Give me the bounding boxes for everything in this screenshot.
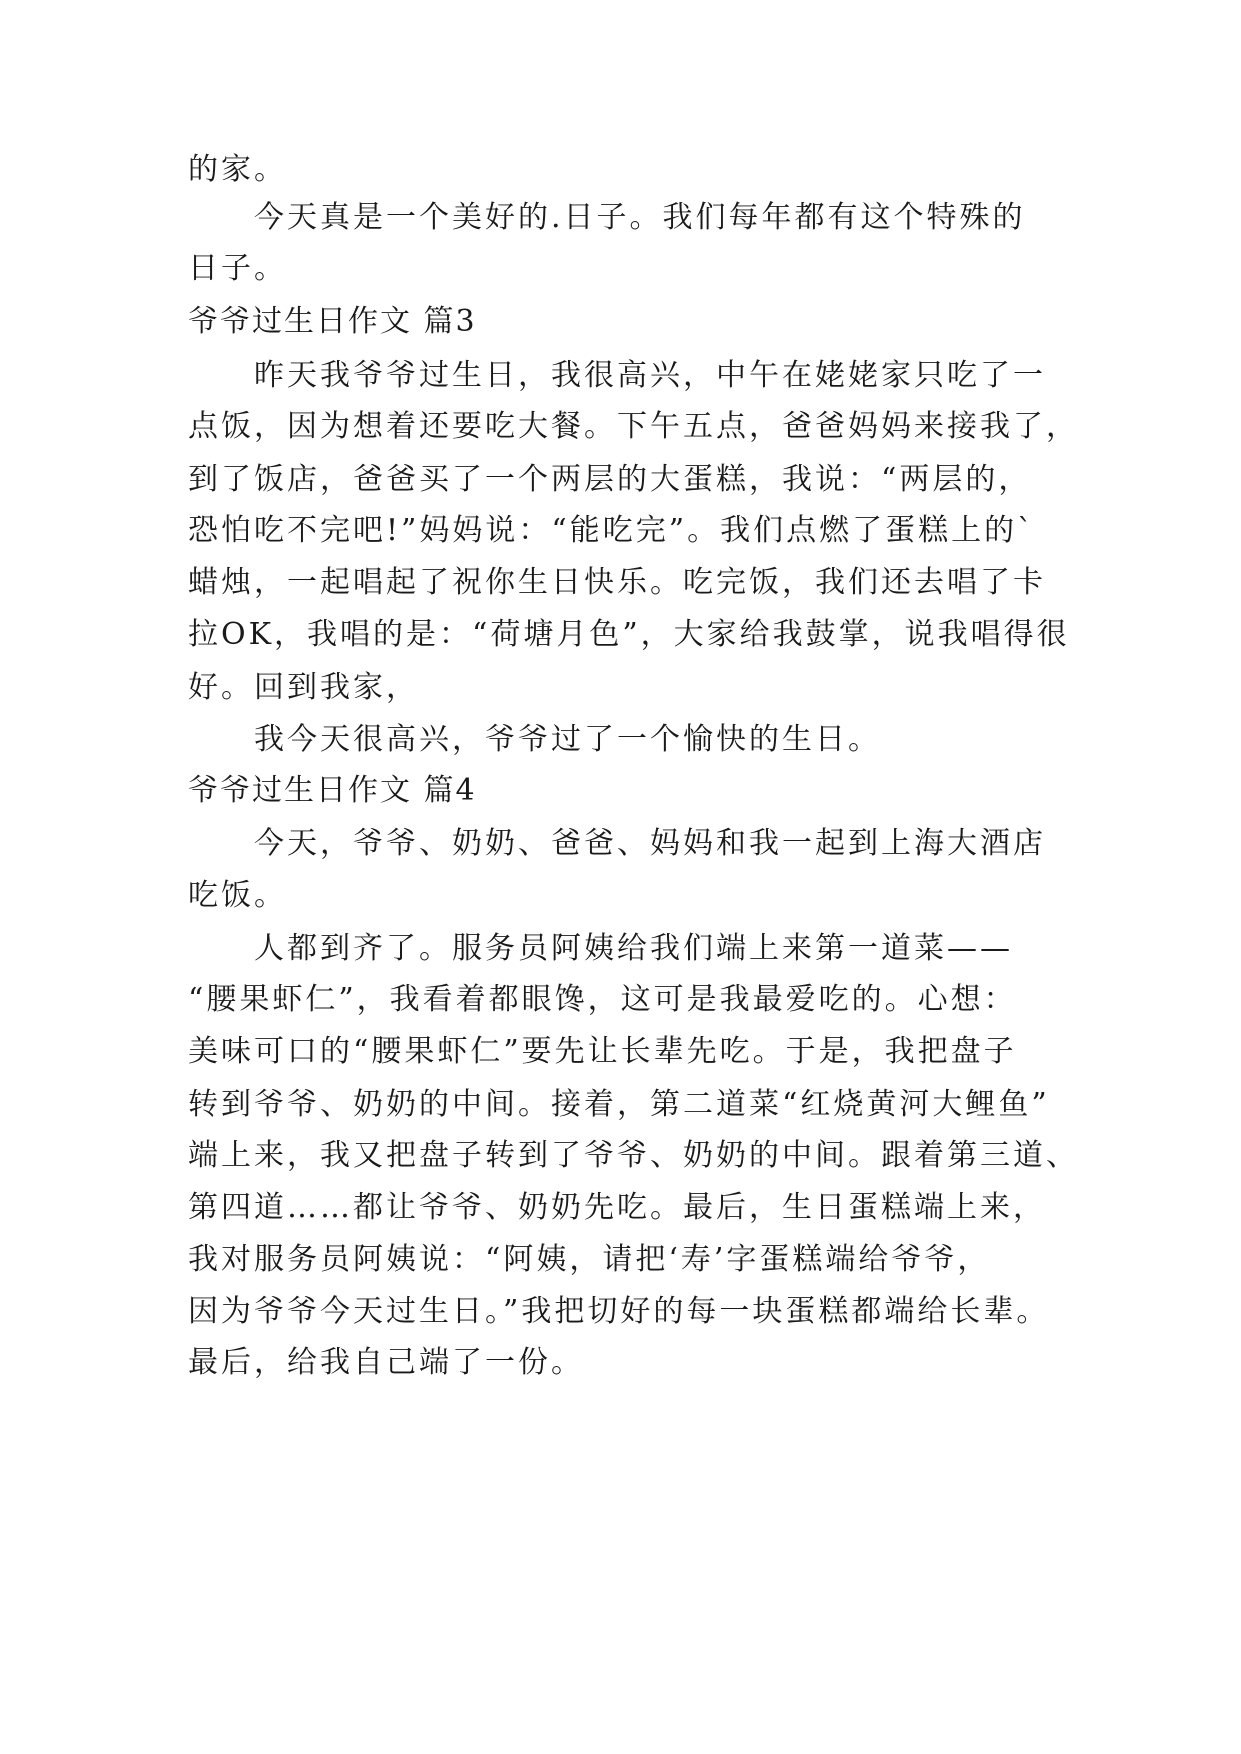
- paragraph-line: 的家。: [188, 152, 287, 187]
- section-heading: 爷爷过生日作文 篇3: [188, 304, 477, 339]
- paragraph-line: 第四道……都让爷爷、奶奶先吃。最后，生日蛋糕端上来，: [188, 1190, 1046, 1225]
- paragraph-line: 好。回到我家，: [188, 670, 419, 705]
- paragraph-line: 今天，爷爷、奶奶、爸爸、妈妈和我一起到上海大酒店: [254, 826, 1046, 861]
- paragraph-line: 拉OK，我唱的是：“荷塘月色”，大家给我鼓掌，说我唱得很: [188, 617, 1070, 652]
- paragraph-line: “腰果虾仁”，我看着都眼馋，这可是我最爱吃的。心想：: [188, 982, 1017, 1017]
- paragraph-line: 人都到齐了。服务员阿姨给我们端上来第一道菜——: [254, 931, 1013, 966]
- paragraph-line: 恐怕吃不完吧!”妈妈说：“能吃完”。我们点燃了蛋糕上的`: [188, 513, 1036, 548]
- paragraph-line: 端上来，我又把盘子转到了爷爷、奶奶的中间。跟着第三道、: [188, 1138, 1079, 1173]
- paragraph-line: 今天真是一个美好的.日子。我们每年都有这个特殊的: [254, 200, 1026, 235]
- paragraph-line: 转到爷爷、奶奶的中间。接着，第二道菜“红烧黄河大鲤鱼”: [188, 1087, 1050, 1122]
- paragraph-line: 吃饭。: [188, 878, 287, 913]
- paragraph-line: 因为爷爷今天过生日。”我把切好的每一块蛋糕都端给长辈。: [188, 1294, 1050, 1329]
- paragraph-line: 点饭，因为想着还要吃大餐。下午五点，爸爸妈妈来接我了，: [188, 409, 1079, 444]
- paragraph-line: 昨天我爷爷过生日，我很高兴，中午在姥姥家只吃了一: [254, 358, 1046, 393]
- paragraph-line: 日子。: [188, 251, 287, 286]
- paragraph-line: 到了饭店，爸爸买了一个两层的大蛋糕，我说：“两层的，: [188, 462, 1032, 497]
- paragraph-line: 最后，给我自己端了一份。: [188, 1345, 584, 1380]
- paragraph-line: 我对服务员阿姨说：“阿姨，请把‘寿’字蛋糕端给爷爷，: [188, 1242, 991, 1277]
- paragraph-line: 我今天很高兴，爷爷过了一个愉快的生日。: [254, 722, 881, 757]
- paragraph-line: 美味可口的“腰果虾仁”要先让长辈先吃。于是，我把盘子: [188, 1034, 1017, 1069]
- paragraph-line: 蜡烛，一起唱起了祝你生日快乐。吃完饭，我们还去唱了卡: [188, 565, 1046, 600]
- section-heading: 爷爷过生日作文 篇4: [188, 773, 477, 808]
